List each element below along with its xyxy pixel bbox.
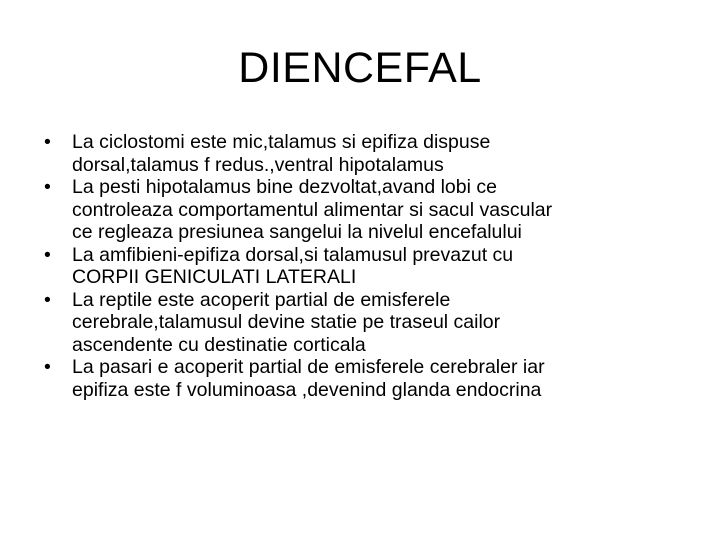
bullet-line: La pasari e acoperit partial de emisferele cerebraler iar — [72, 356, 545, 378]
bullet-item — [44, 176, 694, 244]
bullet-marker: • — [44, 131, 51, 153]
bullet-marker: • — [44, 288, 51, 311]
bullet-marker: • — [44, 356, 51, 378]
bullet-item — [44, 244, 694, 289]
bullet-line: epifiza este f voluminoasa ,devenind glanda endocrina — [72, 378, 542, 401]
bullet-line: controleaza comportamentul alimentar si sacul vascular — [72, 198, 553, 221]
bullet-line: La reptile este acoperit partial de emisferele — [72, 288, 451, 311]
bullet-marker: • — [44, 243, 51, 266]
bullet-line: ce regleaza presiunea sangelui la nivelul encefalului — [72, 221, 522, 243]
slide-title: DIENCEFAL — [238, 44, 482, 92]
bullet-marker: • — [44, 176, 51, 198]
bullet-line: dorsal,talamus f redus.,ventral hipotalamus — [72, 153, 444, 176]
bullet-item — [44, 356, 694, 401]
bullet-list — [44, 131, 694, 401]
bullet-line: La amfibieni-epifiza dorsal,si talamusul prevazut cu — [72, 243, 514, 266]
bullet-line: CORPII GENICULATI LATERALI — [72, 266, 357, 288]
bullet-item — [44, 131, 694, 176]
bullet-line: ascendente cu destinatie corticala — [72, 333, 366, 356]
bullet-item — [44, 289, 694, 357]
bullet-line: cerebrale,talamusul devine statie pe traseul cailor — [72, 311, 501, 333]
bullet-line: La pesti hipotalamus bine dezvoltat,avand lobi ce — [72, 176, 497, 198]
bullet-line: La ciclostomi este mic,talamus si epifiza dispuse — [72, 131, 491, 153]
